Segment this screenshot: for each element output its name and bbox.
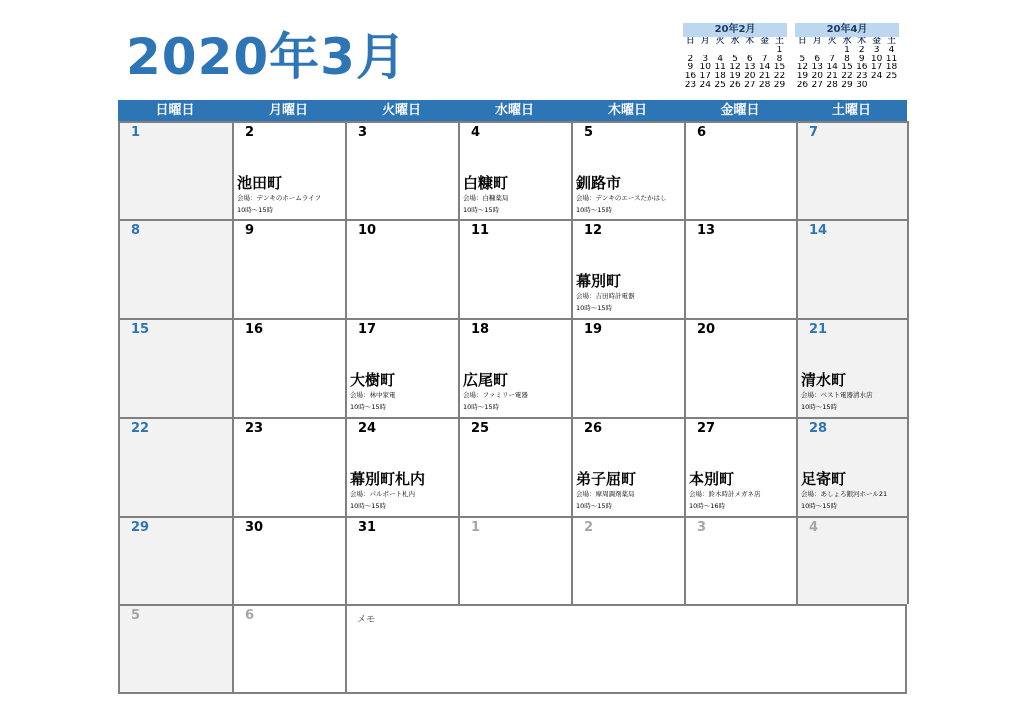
day-number: 1: [131, 125, 141, 140]
mini-day-name: 土: [775, 37, 784, 46]
weekday-sunday: 日曜日: [155, 103, 195, 118]
day-cell[interactable]: [120, 121, 234, 219]
mini-day: 11: [885, 54, 898, 64]
day-number: 9: [245, 223, 255, 238]
day-cell[interactable]: [234, 219, 347, 318]
day-cell[interactable]: [686, 219, 798, 318]
day-number: 30: [245, 520, 264, 535]
mini-day: 4: [888, 45, 895, 55]
day-cell[interactable]: [573, 516, 686, 604]
day-number: 19: [584, 322, 603, 337]
event-town: 釧路市: [576, 174, 622, 192]
day-number: 26: [584, 421, 603, 436]
event-town: 広尾町: [463, 371, 509, 389]
day-number: 8: [131, 223, 141, 238]
memo-label: メモ: [357, 615, 376, 625]
event-hours: 10時～15時: [576, 502, 613, 510]
day-cell[interactable]: [798, 219, 909, 318]
mini-calendar-title: 20年4月: [795, 23, 899, 37]
mini-day: 4: [717, 54, 723, 64]
mini-day: 23: [856, 72, 868, 81]
mini-day: 10: [870, 54, 883, 64]
day-number: 4: [809, 520, 819, 535]
event-town: 池田町: [237, 174, 283, 192]
memo-area[interactable]: [347, 604, 907, 692]
day-cell[interactable]: [573, 121, 686, 219]
mini-day: 8: [776, 54, 783, 64]
mini-day: 1: [776, 45, 783, 55]
mini-day: [884, 81, 899, 90]
mini-day: 2: [687, 54, 694, 64]
day-number: 12: [584, 223, 603, 238]
day-number: 11: [471, 223, 490, 238]
day-cell[interactable]: [347, 417, 460, 516]
mini-day-name: 火: [715, 37, 725, 46]
event-town: 大樹町: [350, 371, 396, 389]
day-number: 24: [358, 421, 377, 436]
mini-day: 27: [811, 80, 823, 90]
weekday-wednesday: 水曜日: [494, 103, 534, 118]
mini-day: 29: [841, 80, 853, 90]
day-number: 29: [131, 520, 150, 535]
event-hours: 10時～15時: [237, 206, 274, 214]
mini-day-name: 火: [827, 37, 837, 46]
weekday-header: [118, 100, 907, 121]
mini-day: 26: [796, 80, 809, 90]
event-venue: 会場：デンキのエースたかはし: [576, 194, 667, 202]
day-cell[interactable]: [120, 219, 234, 318]
event-hours: 10時～15時: [350, 403, 387, 411]
weekday-tuesday: 火曜日: [381, 103, 421, 118]
mini-day: 8: [844, 54, 850, 64]
day-cell[interactable]: [686, 417, 798, 516]
mini-day: 2: [858, 45, 865, 55]
day-number: 17: [358, 322, 377, 337]
day-cell[interactable]: [460, 121, 573, 219]
mini-day: 18: [885, 63, 898, 73]
day-number: 25: [471, 421, 490, 436]
event-venue: 会場：あしょろ銀河ホール21: [801, 490, 888, 498]
day-number: 5: [131, 608, 141, 623]
mini-calendar-prev: [683, 23, 787, 90]
event-town: 幕別町: [576, 272, 622, 290]
mini-day: [869, 81, 884, 90]
event: [463, 173, 569, 216]
day-number: 6: [245, 608, 255, 623]
mini-day: 6: [814, 54, 821, 64]
mini-day: 29: [773, 80, 786, 90]
mini-day: 14: [826, 63, 838, 73]
mini-day: 14: [758, 63, 771, 73]
event-venue: 会場：白糠薬局: [463, 194, 509, 202]
day-cell[interactable]: [460, 318, 573, 417]
mini-day: 16: [684, 72, 697, 81]
day-number: 5: [584, 125, 594, 140]
mini-day: [742, 46, 757, 55]
day-number: 23: [245, 421, 264, 436]
event-hours: 10時～15時: [576, 206, 613, 214]
mini-day: 17: [870, 63, 883, 73]
event: [576, 271, 682, 314]
mini-day: 13: [811, 63, 823, 73]
mini-day: 13: [744, 63, 756, 73]
event-venue: 会場：鈴木時計メガネ店: [689, 490, 761, 498]
mini-day: 20: [744, 72, 756, 81]
mini-day: 21: [758, 72, 771, 81]
mini-day: [698, 46, 713, 55]
event: [689, 469, 794, 512]
mini-day-name: 月: [701, 37, 710, 46]
mini-day-name: 水: [730, 37, 740, 46]
mini-day: 16: [856, 63, 868, 73]
day-number: 2: [245, 125, 255, 140]
day-cell[interactable]: [573, 417, 686, 516]
day-cell[interactable]: [347, 121, 460, 219]
day-cell[interactable]: [573, 219, 686, 318]
day-cell[interactable]: [234, 121, 347, 219]
mini-day: 12: [796, 63, 809, 73]
event: [463, 370, 569, 413]
day-number: 13: [697, 223, 716, 238]
mini-day: 17: [699, 72, 711, 81]
mini-day: 9: [858, 54, 865, 64]
mini-day: 25: [885, 72, 898, 81]
event: [350, 469, 456, 512]
day-number: 10: [358, 223, 377, 238]
event-town: 清水町: [801, 371, 847, 389]
mini-day: 7: [829, 54, 835, 64]
day-cell[interactable]: [120, 516, 234, 604]
day-cell[interactable]: [120, 417, 234, 516]
mini-day-name: 木: [745, 37, 755, 46]
mini-day: 1: [844, 45, 850, 55]
mini-day: 24: [870, 72, 883, 81]
day-number: 1: [471, 520, 481, 535]
day-cell[interactable]: [234, 417, 347, 516]
weekday-thursday: 木曜日: [607, 103, 647, 118]
weekday-saturday: 土曜日: [831, 103, 871, 118]
event-town: 本別町: [689, 470, 735, 488]
day-number: 6: [697, 125, 707, 140]
mini-day: [757, 46, 772, 55]
mini-calendar-grid: [795, 37, 899, 90]
day-number: 3: [358, 125, 368, 140]
day-number: 4: [471, 125, 481, 140]
day-cell[interactable]: [234, 318, 347, 417]
mini-day: 18: [714, 72, 726, 81]
day-number: 15: [131, 322, 150, 337]
event-venue: 会場：ベスト電器清水店: [801, 391, 873, 399]
day-number: 2: [584, 520, 594, 535]
mini-day-name: 日: [686, 37, 695, 46]
mini-day-name: 月: [813, 37, 822, 46]
day-number: 22: [131, 421, 150, 436]
mini-calendar-grid: [683, 37, 787, 90]
mini-day: [713, 46, 728, 55]
day-number: 7: [809, 125, 819, 140]
day-cell[interactable]: [120, 318, 234, 417]
event-venue: 会場：吉田時計電器: [576, 292, 635, 300]
mini-day: 6: [746, 54, 753, 64]
event: [801, 370, 905, 413]
day-cell[interactable]: [347, 219, 460, 318]
mini-day: 15: [841, 63, 853, 73]
mini-day: 15: [773, 63, 786, 73]
event-venue: 会場：デンキのホームライフ: [237, 194, 321, 202]
mini-day: 5: [732, 54, 738, 64]
event: [576, 173, 682, 216]
mini-day: 3: [702, 54, 709, 64]
mini-day: 12: [729, 63, 741, 73]
mini-day: 28: [758, 80, 771, 90]
day-cell[interactable]: [460, 219, 573, 318]
day-number: 21: [809, 322, 828, 337]
mini-day: [810, 46, 825, 55]
event-venue: 会場：パルポート札内: [350, 490, 415, 498]
event-hours: 10時～15時: [463, 403, 500, 411]
mini-day: 10: [699, 63, 711, 73]
mini-day: 23: [684, 80, 697, 90]
mini-day: 20: [811, 72, 823, 81]
mini-day: 21: [826, 72, 838, 81]
mini-day: 25: [714, 80, 726, 90]
mini-day-name: 金: [760, 37, 769, 46]
event-hours: 10時～15時: [801, 502, 838, 510]
day-cell[interactable]: [460, 516, 573, 604]
event-hours: 10時～15時: [463, 206, 500, 214]
mini-day: 11: [714, 63, 726, 73]
mini-day: 24: [699, 80, 711, 90]
day-cell[interactable]: [686, 121, 798, 219]
event: [801, 469, 905, 512]
mini-day: 19: [796, 72, 809, 81]
weekday-monday: 月曜日: [268, 103, 308, 118]
event-hours: 10時～16時: [689, 502, 726, 510]
day-cell[interactable]: [798, 121, 909, 219]
event-town: 足寄町: [801, 470, 847, 488]
mini-day: 19: [729, 72, 741, 81]
mini-day: 22: [773, 72, 786, 81]
day-number: 14: [809, 223, 828, 238]
mini-day: [683, 46, 698, 55]
calendar: [118, 100, 907, 694]
mini-calendar-title: 20年2月: [683, 23, 787, 37]
mini-day-name: 土: [887, 37, 896, 46]
day-cell[interactable]: [798, 516, 909, 604]
day-cell[interactable]: [120, 604, 234, 692]
mini-day: [728, 46, 743, 55]
mini-day: [825, 46, 840, 55]
event-hours: 10時～15時: [350, 502, 387, 510]
mini-day-name: 水: [842, 37, 852, 46]
weekday-friday: 金曜日: [720, 103, 760, 118]
day-number: 18: [471, 322, 490, 337]
day-cell[interactable]: [234, 604, 347, 692]
day-number: 28: [809, 421, 828, 436]
event-venue: 会場：摩周調剤薬局: [576, 490, 635, 498]
mini-calendar-next: [795, 23, 899, 90]
day-cell[interactable]: [347, 516, 460, 604]
day-cell[interactable]: [234, 516, 347, 604]
mini-day: 3: [873, 45, 880, 55]
month-title: 2020年3月: [126, 28, 407, 86]
day-cell[interactable]: [798, 318, 909, 417]
mini-day: 22: [841, 72, 853, 81]
day-cell[interactable]: [460, 417, 573, 516]
day-number: 31: [358, 520, 377, 535]
event-town: 幕別町札内: [350, 470, 426, 488]
mini-day: [795, 46, 810, 55]
event-town: 白糠町: [463, 174, 509, 192]
mini-day: 9: [687, 63, 694, 73]
day-number: 20: [697, 322, 716, 337]
mini-day-name: 木: [857, 37, 867, 46]
day-number: 16: [245, 322, 264, 337]
day-cell[interactable]: [686, 516, 798, 604]
day-number: 3: [697, 520, 707, 535]
event-venue: 会場：ファミリー電器: [463, 391, 528, 399]
day-cell[interactable]: [347, 318, 460, 417]
event-town: 弟子屈町: [576, 470, 637, 488]
mini-day-name: 日: [798, 37, 807, 46]
event: [350, 370, 456, 413]
day-cell[interactable]: [686, 318, 798, 417]
mini-day: 27: [744, 80, 756, 90]
mini-day: 7: [761, 54, 768, 64]
event: [237, 173, 343, 216]
day-cell[interactable]: [798, 417, 909, 516]
mini-day-name: 金: [872, 37, 881, 46]
mini-day: 26: [729, 80, 741, 90]
event-hours: 10時～15時: [576, 304, 613, 312]
mini-day: 30: [856, 80, 868, 90]
day-number: 27: [697, 421, 716, 436]
day-cell[interactable]: [573, 318, 686, 417]
event-venue: 会場：林中家電: [350, 391, 396, 399]
mini-day: 28: [826, 80, 838, 90]
event-hours: 10時～15時: [801, 403, 838, 411]
calendar-grid: [118, 121, 907, 694]
event: [576, 469, 682, 512]
mini-day: 5: [799, 54, 806, 64]
